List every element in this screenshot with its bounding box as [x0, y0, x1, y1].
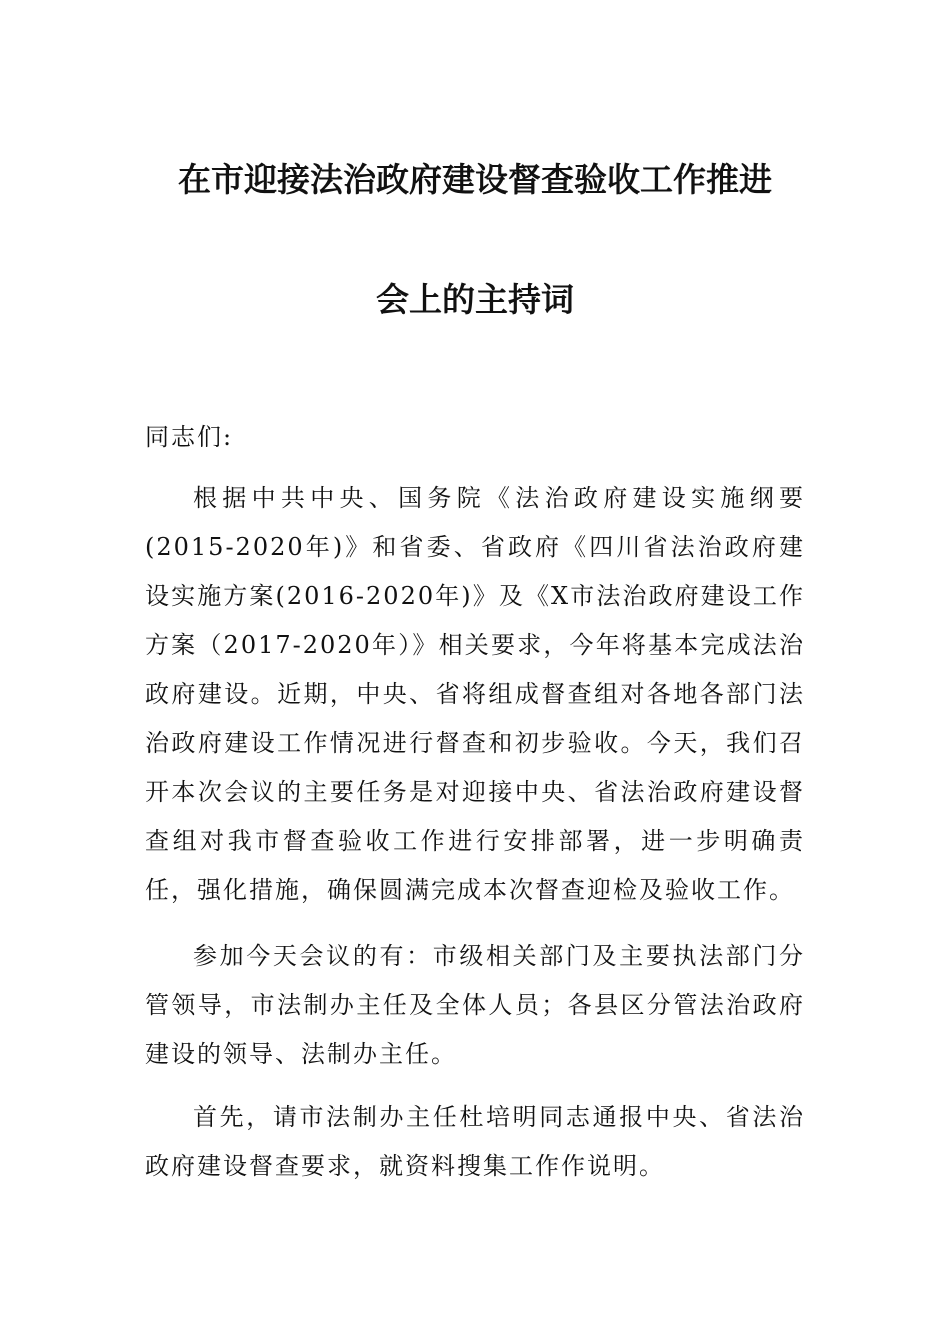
document-title-line-1: 在市迎接法治政府建设督查验收工作推进 [178, 160, 772, 199]
paragraph-1: 根据中共中央、国务院《法治政府建设实施纲要(2015-2020年)》和省委、省政府《四川省法治政府建设实施方案(2016-2020年)》及《X市法治政府建设工作方案（2017-2020年）》相关要求，今年将基本完成法治政府建设。近期，中央、省将组成督查组对各地各部门法治政府建设工作情况进行督查和初步验收。今天，我们召开本次会议的主要任务是对迎接中央、省法治政府建设督查组对我市督查验收工作进行安排部署，进一步明确责任，强化措施，确保圆满完成本次督查迎检及验收工作。 [145, 484, 805, 904]
paragraph-2: 参加今天会议的有：市级相关部门及主要执法部门分管领导，市法制办主任及全体人员；各县区分管法治政府建设的领导、法制办主任。 [145, 942, 805, 1068]
salutation: 同志们: [145, 423, 234, 451]
document-title-line-2: 会上的主持词 [376, 280, 574, 319]
paragraph-3: 首先，请市法制办主任杜培明同志通报中央、省法治政府建设督查要求，就资料搜集工作作说明。 [145, 1103, 805, 1180]
